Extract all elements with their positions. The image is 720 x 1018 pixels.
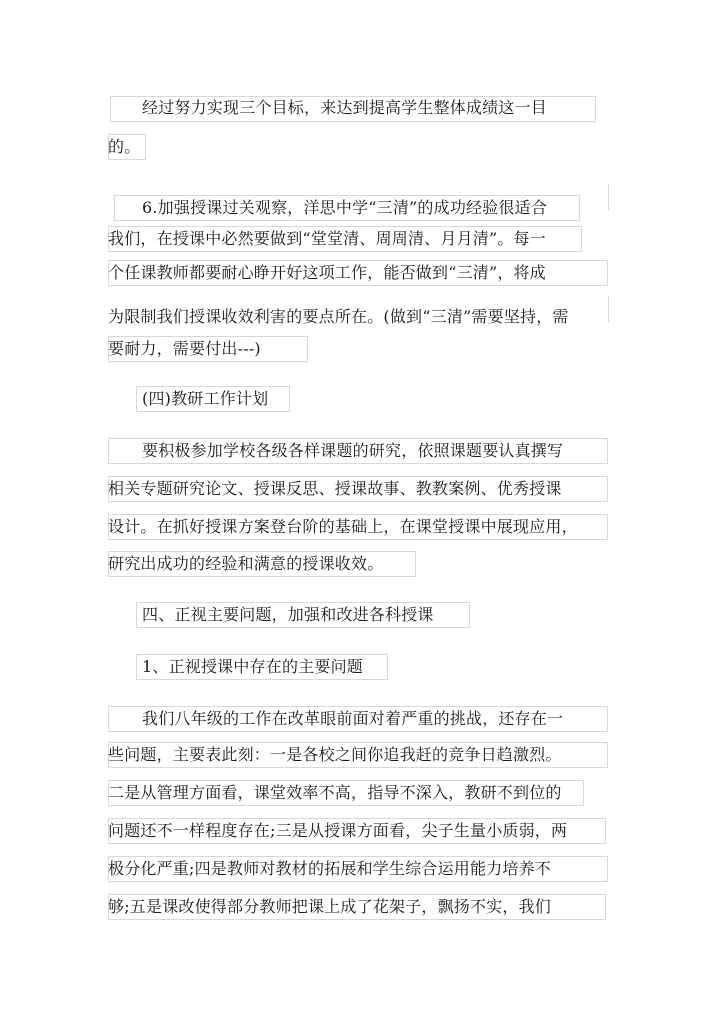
paragraph-line: 我们，在授课中必然要做到“堂堂清、周周清、月月清”。每一 bbox=[108, 229, 546, 248]
paragraph-line: 相关专题研究论文、授课反思、授课故事、教教案例、优秀授课 bbox=[108, 479, 562, 498]
paragraph-line: 6.加强授课过关观察，洋思中学“三清”的成功经验很适合 bbox=[142, 198, 548, 217]
line-frame bbox=[608, 296, 609, 322]
paragraph-line: 经过努力实现三个目标，来达到提高学生整体成绩这一目 bbox=[142, 98, 548, 117]
paragraph-line: 为限制我们授课收效利害的要点所在。(做到“三清”需要坚持，需 bbox=[108, 307, 569, 326]
paragraph-line: 够;五是课改使得部分教师把课上成了花架子，飘扬不实，我们 bbox=[108, 897, 551, 916]
section-heading: 四、正视主要问题，加强和改进各科授课 bbox=[142, 605, 434, 624]
paragraph-line: 的。 bbox=[108, 137, 141, 156]
paragraph-line: 个任课教师都要耐心睁开好这项工作，能否做到“三清”，将成 bbox=[108, 263, 546, 282]
paragraph-line: 二是从管理方面看，课堂效率不高，指导不深入，教研不到位的 bbox=[108, 783, 562, 802]
paragraph-line: 些问题，主要表此刻：一是各校之间你追我赶的竞争日趋激烈。 bbox=[108, 745, 562, 764]
paragraph-line: 极分化严重;四是教师对教材的拓展和学生综合运用能力培养不 bbox=[108, 859, 551, 878]
section-heading: (四)教研工作计划 bbox=[142, 389, 269, 408]
paragraph-line: 设计。在抓好授课方案登台阶的基础上，在课堂授课中展现应用， bbox=[108, 517, 578, 536]
subsection-heading: 1、正视授课中存在的主要问题 bbox=[142, 657, 363, 676]
paragraph-line: 要积极参加学校各级各样课题的研究，依照课题要认真撰写 bbox=[142, 441, 564, 460]
paragraph-line: 我们八年级的工作在改革眼前面对着严重的挑战，还存在一 bbox=[142, 709, 564, 728]
paragraph-line: 研究出成功的经验和满意的授课收效。 bbox=[108, 554, 384, 573]
paragraph-line: 问题还不一样程度存在;三是从授课方面看，尖子生量小质弱，两 bbox=[108, 821, 568, 840]
paragraph-line: 要耐力，需要付出---) bbox=[108, 339, 261, 358]
line-frame bbox=[608, 184, 609, 210]
